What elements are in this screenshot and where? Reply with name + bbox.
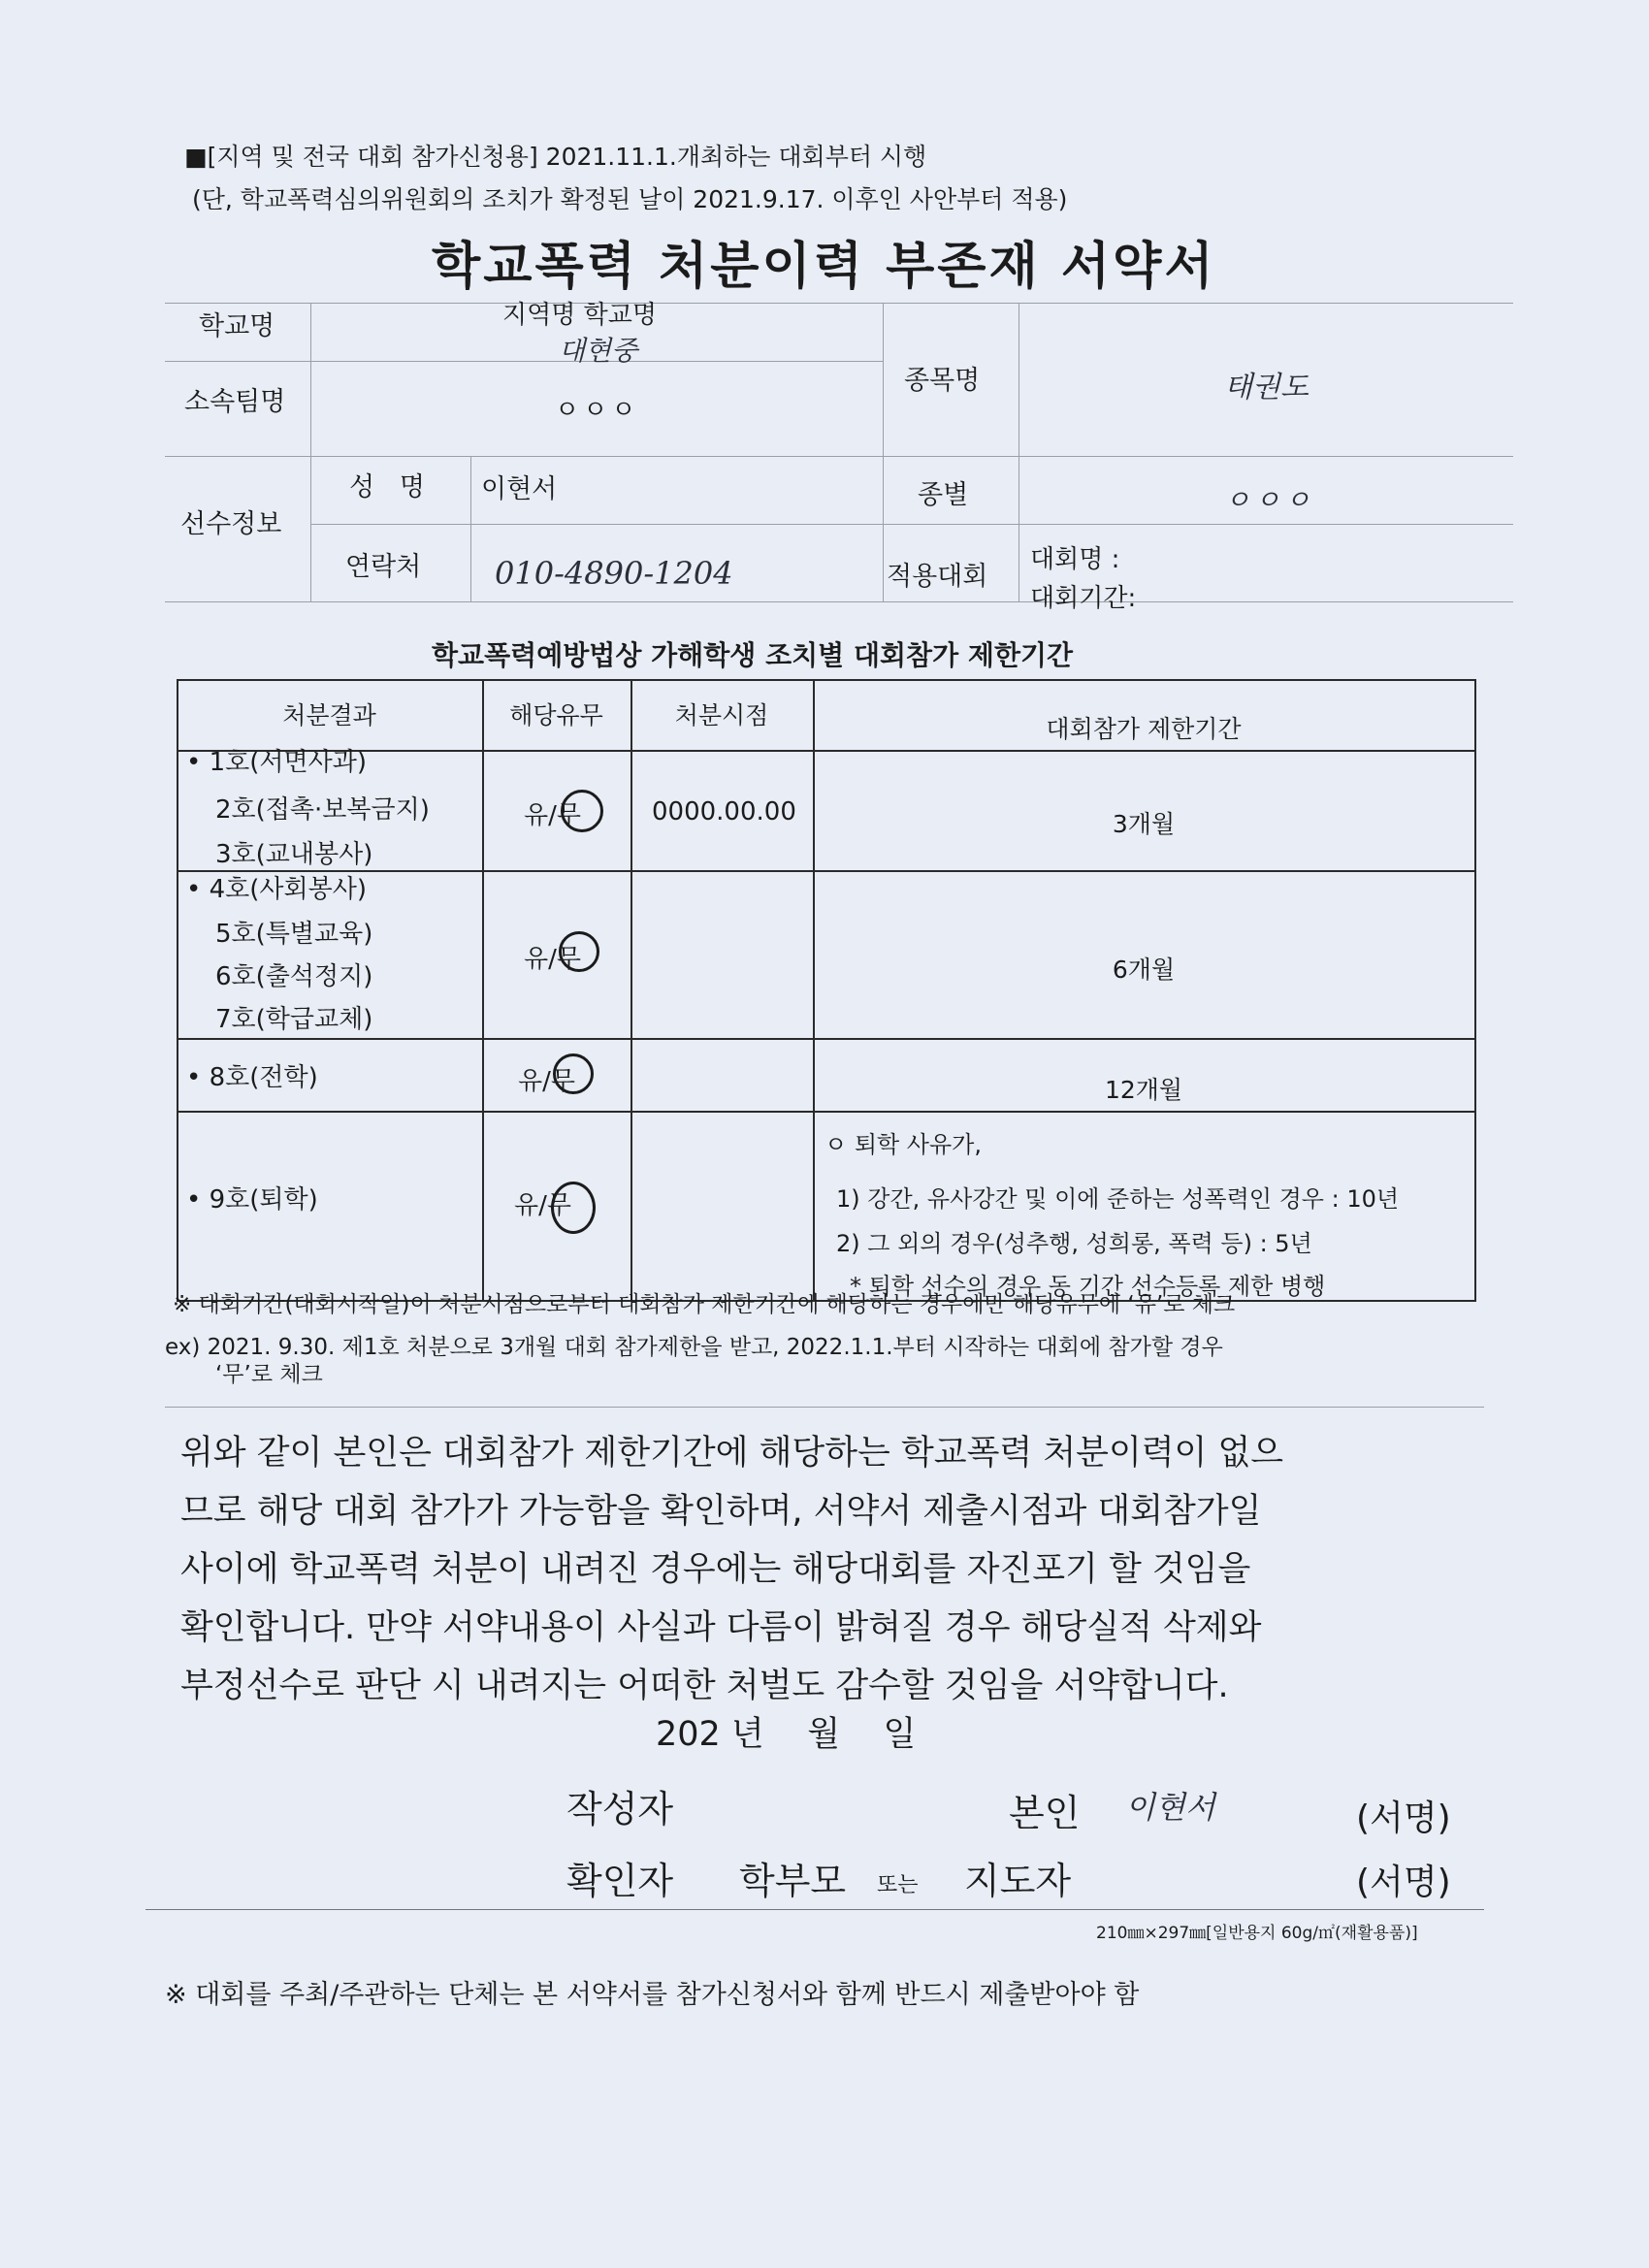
- row4-status: 유/무: [514, 1191, 571, 1220]
- row1-item-2: 2호(접촉·보복금지): [215, 795, 430, 825]
- player-info-label: 선수정보: [180, 509, 282, 539]
- pledge-date: 202 년 월 일: [656, 1715, 917, 1754]
- self-sign-label: (서명): [1356, 1798, 1451, 1838]
- row4-period-line-2: 1) 강간, 유사강간 및 이에 준하는 성폭력인 경우 : 10년: [836, 1185, 1400, 1213]
- row1-item-1: • 1호(서면사과): [186, 748, 368, 777]
- class-label: 종별: [918, 480, 969, 510]
- name-label: 성 명: [349, 472, 425, 502]
- notice-line-2: (단, 학교폭력심의위원회의 조치가 확정된 날이 2021.9.17. 이후인 사안부터 적용): [192, 185, 1068, 213]
- row3-status: 유/무: [518, 1067, 575, 1096]
- row2-item-2: 5호(특별교육): [215, 920, 373, 949]
- final-note: ※ 대회를 주최/주관하는 단체는 본 서약서를 참가신청서와 함께 반드시 제출받아야 함: [165, 1980, 1140, 2010]
- contact-value: 010-4890-1204: [495, 555, 733, 592]
- restriction-title: 학교폭력예방법상 가해학생 조치별 대회참가 제한기간: [432, 639, 1074, 671]
- row1-check-mark: [561, 790, 603, 832]
- row1-period: 3개월: [1112, 810, 1176, 838]
- restriction-note-3: ‘무’로 체크: [215, 1362, 323, 1387]
- row4-check-mark: [551, 1182, 596, 1234]
- self-signature-name: 이현서: [1125, 1789, 1215, 1826]
- restriction-note-1: ※ 대회기간(대회시작일)이 처분시점으로부터 대회참가 제한기간에 해당하는 경우에만 해당유무에 ‘유’로 체크: [173, 1292, 1236, 1317]
- school-label: 학교명: [199, 311, 275, 341]
- restriction-note-2: ex) 2021. 9.30. 제1호 처분으로 3개월 대회 참가제한을 받고, 2022.1.1.부터 시작하는 대회에 참가할 경우: [165, 1335, 1223, 1360]
- name-value: 이현서: [481, 474, 558, 504]
- row2-item-1: • 4호(사회봉사): [186, 875, 368, 904]
- applied-contest-label: 적용대회: [887, 562, 988, 592]
- row1-item-3: 3호(교내봉사): [215, 840, 373, 869]
- pledge-line-1: 위와 같이 본인은 대회참가 제한기간에 해당하는 학교폭력 처분이력이 없으: [180, 1434, 1284, 1473]
- contact-label: 연락처: [345, 552, 422, 582]
- header-period: 대회참가 제한기간: [1046, 715, 1242, 743]
- pledge-line-3: 사이에 학교폭력 처분이 내려진 경우에는 해당대회를 자진포기 할 것임을: [180, 1550, 1251, 1589]
- class-value: ㅇㅇㅇ: [1224, 484, 1315, 516]
- coach-label: 지도자: [964, 1860, 1072, 1902]
- header-status: 해당유무: [509, 701, 603, 729]
- school-value: 대현중: [559, 335, 638, 367]
- row4-item-1: • 9호(퇴학): [186, 1185, 318, 1215]
- header-date: 처분시점: [674, 701, 769, 729]
- team-label: 소속팀명: [184, 387, 286, 417]
- parent-label: 학부모: [739, 1860, 847, 1902]
- school-hint: 지역명 학교명: [502, 301, 657, 330]
- header-result: 처분결과: [282, 701, 376, 729]
- row2-item-4: 7호(학급교체): [215, 1005, 373, 1034]
- contest-period-label: 대회기간:: [1030, 584, 1137, 613]
- page-title: 학교폭력 처분이력 부존재 서약서: [432, 238, 1216, 296]
- row1-date: 0000.00.00: [652, 797, 796, 826]
- row3-item-1: • 8호(전학): [186, 1063, 318, 1092]
- paper-spec: 210㎜×297㎜[일반용지 60g/㎡(재활용품)]: [1096, 1924, 1418, 1943]
- event-value: 태권도: [1224, 371, 1309, 405]
- confirm-label: 확인자: [566, 1860, 674, 1902]
- team-value: ㅇㅇㅇ: [555, 396, 640, 425]
- row4-period-line-3: 2) 그 외의 경우(성추행, 성희롱, 폭력 등) : 5년: [836, 1230, 1312, 1257]
- writer-label: 작성자: [566, 1788, 674, 1831]
- row4-period-line-4: * 퇴학 선수의 경우 동 기간 선수등록 제한 병행: [850, 1273, 1326, 1300]
- pledge-line-4: 확인합니다. 만약 서약내용이 사실과 다름이 밝혀질 경우 해당실적 삭제와: [180, 1608, 1262, 1647]
- row1-status: 유/무: [524, 801, 581, 830]
- row2-item-3: 6호(출석정지): [215, 962, 373, 991]
- contest-name-label: 대회명 :: [1030, 545, 1120, 574]
- pledge-line-5: 부정선수로 판단 시 내려지는 어떠한 처벌도 감수할 것임을 서약합니다.: [180, 1667, 1229, 1705]
- pledge-line-2: 므로 해당 대회 참가가 가능함을 확인하며, 서약서 제출시점과 대회참가일: [180, 1492, 1262, 1531]
- row2-check-mark: [559, 931, 599, 972]
- notice-line-1: ■[지역 및 전국 대회 참가신청용] 2021.11.1.개최하는 대회부터 시행: [184, 143, 927, 171]
- row4-period-line-1: ㅇ 퇴학 사유가,: [824, 1131, 982, 1158]
- or-label: 또는: [877, 1873, 919, 1897]
- coach-sign-label: (서명): [1356, 1863, 1451, 1902]
- row2-status: 유/무: [524, 945, 581, 974]
- self-label: 본인: [1009, 1792, 1081, 1834]
- row2-period: 6개월: [1112, 956, 1176, 984]
- row3-check-mark: [553, 1053, 594, 1094]
- row3-period: 12개월: [1104, 1076, 1183, 1104]
- event-label: 종목명: [904, 366, 981, 396]
